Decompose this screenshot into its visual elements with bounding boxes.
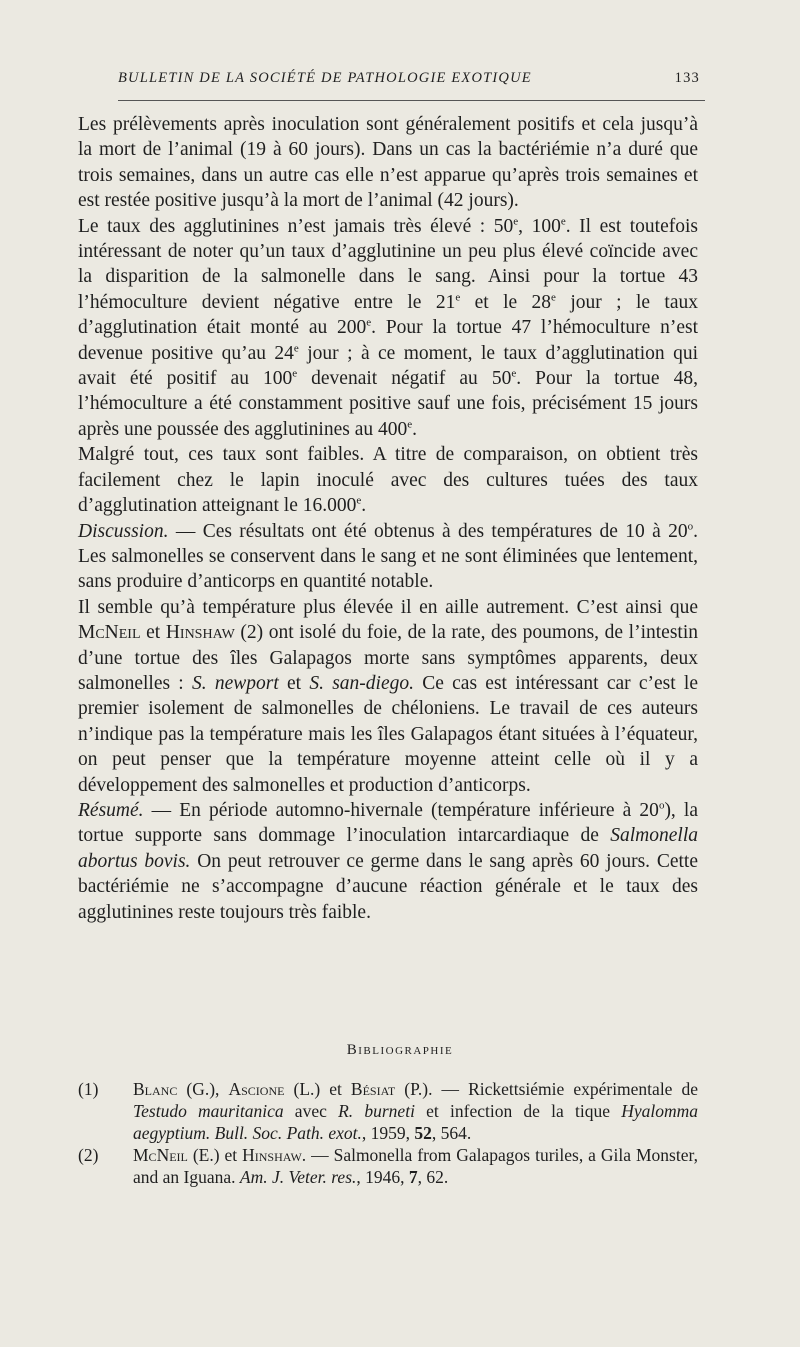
paragraph-2: Le taux des agglutinines n’est jamais très élevé : 50e, 100e. Il est toutefois intéressant de noter qu’un taux d’agglutinine un peu plus élevé coïncide avec la disparition de la salmonelle dans le sang. Ainsi pour la tortue 43 l’hémoculture devient négative entre le 21e et le 28e jour ; le taux d’agglutination était monté au 200e. Pour la tortue 47 l’hémoculture n’est devenue positive qu’au 24e jour ; à ce moment, le taux d’agglutination qui avait été positif au 100e devenait négatif au 50e. Pour la tortue 48, l’hémoculture a été constamment positive sauf une fois, précisément 15 jours après une poussée des agglutinines au 400e. xyxy=(78,215,699,440)
paragraph-resume: Résumé. — En période automno-hivernale (température inférieure à 20$^o$), la tortue supporte sans dommage l’inoculation intarcardiaque de Salmonella abortus bovis. On peut retrouver ce germe dans le sang après 60 jours. Cette bactériémie ne s’accompagne d’aucune réaction générale et le taux des agglutinines reste toujours très faible. xyxy=(78,799,698,923)
header-rule xyxy=(118,100,705,101)
article-body xyxy=(78,112,698,925)
paragraph-discussion: Discussion. — Ces résultats ont été obtenus à des températures de 10 à 20$^o$. Les salmonelles se conservent dans le sang et ne sont éliminées que lentement, sans produire d’anticorps en quantité notable. xyxy=(78,520,698,593)
running-header xyxy=(118,70,700,87)
paragraph-5: Il semble qu’à température plus élevée il en aille autrement. C’est ainsi que McNeil et Hinshaw (2) ont isolé du foie, de la rate, des poumons, de l’intestin d’une tortue des îles Galapagos morte sans symptômes apparents, deux salmonelles : S. newport et S. san-diego. Ce cas est intéressant car c’est le premier isolement de salmonelles de chéloniens. Le travail de ces auteurs n’indique pas la température mais les îles Galapagos étant situées à l’équateur, on peut penser que la température moyenne atteint celle où il y a développement des salmonelles et production d’anticorps. xyxy=(78,596,699,796)
bibliography-list xyxy=(78,1078,698,1188)
bibliography-heading: Bibliographie xyxy=(346,1042,454,1058)
resume-label: Résumé. xyxy=(78,799,144,821)
journal-title: BULLETIN DE LA SOCIÉTÉ DE PATHOLOGIE EXOTIQUE xyxy=(118,70,532,86)
reference-1: (1) Blanc (G.), Ascione (L.) et Bésiat (P.). — Rickettsiémie expérimentale de Testudo mauritanica avec R. burneti et infection de la tique Hyalomma aegyptium. Bull. Soc. Path. exot., 1959, 52, 564. xyxy=(78,1079,699,1143)
discussion-label: Discussion. xyxy=(78,520,169,542)
paragraph-1: Les prélèvements après inoculation sont généralement positifs et cela jusqu’à la mort de l’animal (19 à 60 jours). Dans un cas la bactériémie n’a duré que trois semaines, dans un autre cas elle n’est apparue qu’après trois semaines et est restée positive jusqu’à la mort de l’animal (42 jours). xyxy=(78,114,698,212)
paragraph-3: Malgré tout, ces taux sont faibles. A titre de comparaison, on obtient très facilement chez le lapin inoculé avec des cultures tuées des taux d’agglutination atteignant le 16.000e. xyxy=(78,444,698,517)
page-number: 133 xyxy=(674,70,700,86)
reference-2: (2) McNeil (E.) et Hinshaw. — Salmonella from Galapagos turiles, a Gila Monster, and an Iguana. Am. J. Veter. res., 1946, 7, 62. xyxy=(78,1145,698,1187)
